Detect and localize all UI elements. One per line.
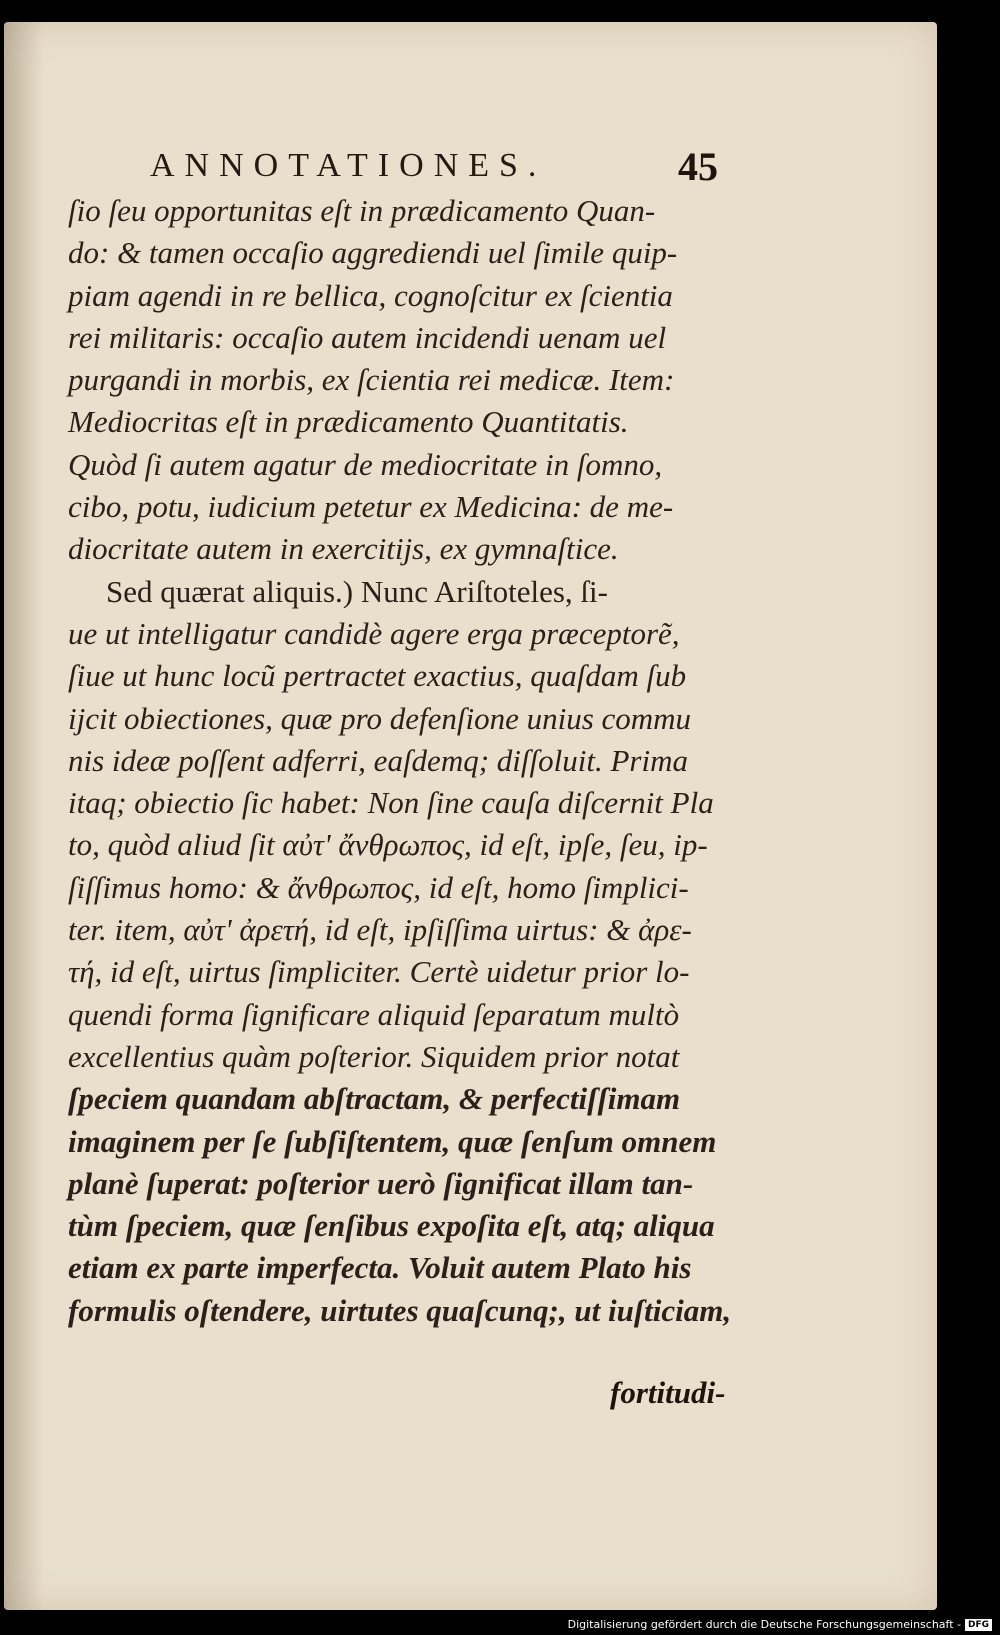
text-line: piam agendi in re bellica, cognoſcitur ex ſcientia	[68, 277, 673, 313]
text-line: diocritate autem in exercitijs, ex gymnaſtice.	[68, 531, 619, 567]
text-line: tùm ſpeciem, quæ ſenſibus expoſita eſt, atq; aliqua	[68, 1208, 715, 1244]
text-line: to, quòd aliud ſit αὐτ' ἄνθρωπος, id eſt, ipſe, ſeu, ip-	[68, 827, 708, 863]
text-line: ue ut intelligatur candidè agere erga præceptorẽ,	[68, 615, 680, 651]
running-title: ANNOTATIONES.	[150, 147, 547, 184]
text-line: itaq; obiectio ſic habet: Non ſine cauſa diſcernit Pla	[68, 785, 714, 821]
gutter-shadow	[4, 22, 44, 1610]
body-text	[68, 190, 732, 1332]
text-line: ſio ſeu opportunitas eſt in prædicamento Quan-	[68, 193, 656, 228]
text-line: purgandi in morbis, ex ſcientia rei medicæ. Item:	[68, 362, 675, 398]
text-line: ſpeciem quandam abſtractam, & perfectiſſimam	[68, 1081, 681, 1117]
text-line: quendi forma ſignificare aliquid ſeparatum multò	[68, 996, 680, 1032]
dfg-logo: DFG	[965, 1619, 992, 1631]
page-number: 45	[678, 144, 718, 189]
text-line: ſiue ut hunc locũ pertractet exactius, quaſdam ſub	[68, 658, 687, 694]
text-line: planè ſuperat: poſterior uerò ſignificat illam tan-	[68, 1165, 694, 1201]
lemma-line: Sed quærat aliquis.) Nunc Ariſtoteles, ſi-	[106, 573, 608, 609]
text-line: excellentius quàm poſterior. Siquidem prior notat	[68, 1038, 680, 1074]
text-line: do: & tamen occaſio aggrediendi uel ſimile quip-	[68, 235, 678, 271]
text-line: τή, id eſt, uirtus ſimpliciter. Certè uidetur prior lo-	[68, 954, 690, 990]
text-line: ijcit obiectiones, quæ pro defenſione unius commu	[68, 700, 692, 736]
text-line: Quòd ſi autem agatur de mediocritate in ſomno,	[68, 446, 663, 482]
text-line: ſiſſimus homo: & ἄνθρωπος, id eſt, homo ſimplici-	[68, 869, 689, 905]
text-line: etiam ex parte imperfecta. Voluit autem Plato his	[68, 1250, 692, 1286]
credit-text: Digitalisierung gefördert durch die Deutsche Forschungsgemeinschaft -	[567, 1618, 961, 1631]
text-line: ter. item, αὐτ' ἀρετή, id eſt, ipſiſſima uirtus: & ἀρε-	[68, 912, 692, 948]
catchword: fortitudi-	[610, 1375, 726, 1410]
text-line: rei militaris: occaſio autem incidendi uenam uel	[68, 319, 667, 355]
text-line: imaginem per ſe ſubſiſtentem, quæ ſenſum omnem	[68, 1123, 717, 1159]
text-line: formulis oſtendere, uirtutes quaſcunq;, ut iuſticiam,	[68, 1292, 732, 1328]
footer-credit	[568, 1618, 992, 1631]
text-line: nis ideæ poſſent adferri, eaſdemq; diſſoluit. Prima	[68, 742, 688, 778]
text-line: cibo, potu, iudicium petetur ex Medicina: de me-	[68, 489, 674, 525]
text-line: Mediocritas eſt in prædicamento Quantitatis.	[68, 404, 629, 440]
